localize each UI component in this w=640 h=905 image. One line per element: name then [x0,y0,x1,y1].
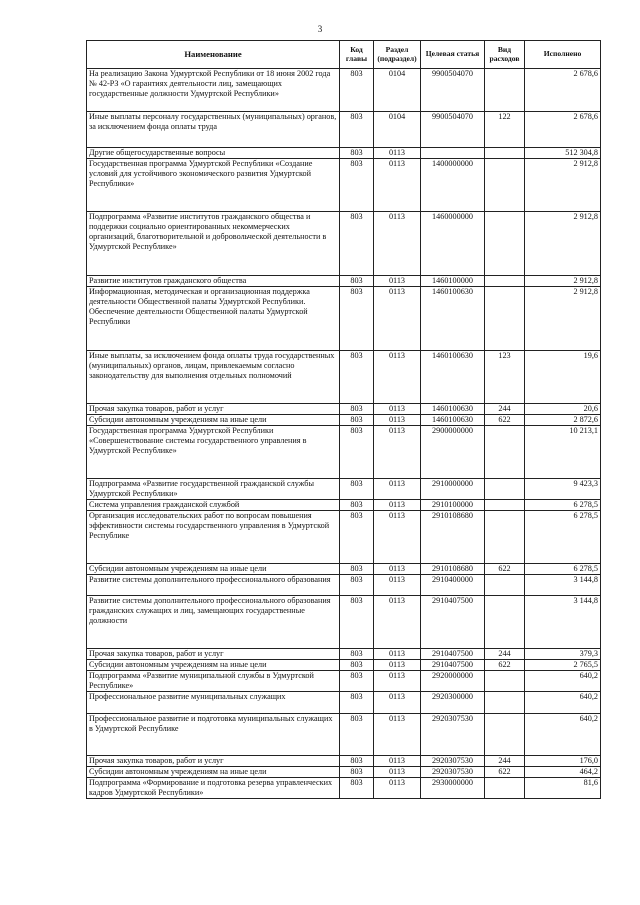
cell-chapter: 803 [340,671,374,692]
table-row [87,660,601,671]
cell-target: 1460000000 [421,212,485,276]
cell-target: 1460100630 [421,351,485,404]
cell-chapter: 803 [340,660,374,671]
cell-executed: 3 144,8 [525,596,601,649]
cell-section: 0113 [374,479,421,500]
cell-name: Субсидии автономным учреждениям на иные цели [87,767,340,778]
table-row [87,479,601,500]
cell-target: 1460100630 [421,404,485,415]
cell-name: Прочая закупка товаров, работ и услуг [87,649,340,660]
cell-name: Прочая закупка товаров, работ и услуг [87,404,340,415]
cell-executed: 512 304,8 [525,148,601,159]
cell-target: 2920307530 [421,767,485,778]
table-row [87,692,601,714]
cell-type [485,479,525,500]
cell-name: Профессиональное развитие муниципальных служащих [87,692,340,714]
table-header-row [87,41,601,69]
cell-chapter: 803 [340,276,374,287]
budget-table [86,40,601,799]
cell-chapter: 803 [340,159,374,212]
cell-chapter: 803 [340,69,374,112]
cell-type [485,778,525,799]
cell-type [485,671,525,692]
cell-target: 2910407500 [421,660,485,671]
cell-chapter: 803 [340,714,374,756]
cell-chapter: 803 [340,575,374,596]
cell-executed: 2 912,8 [525,159,601,212]
table-row [87,212,601,276]
cell-executed: 176,0 [525,756,601,767]
cell-section: 0113 [374,351,421,404]
cell-chapter: 803 [340,500,374,511]
cell-chapter: 803 [340,148,374,159]
cell-target: 2910108680 [421,564,485,575]
cell-target: 9900504070 [421,69,485,112]
table-row [87,404,601,415]
header-executed: Исполнено [525,41,601,69]
cell-chapter: 803 [340,112,374,148]
cell-name: Субсидии автономным учреждениям на иные цели [87,564,340,575]
cell-target: 2910100000 [421,500,485,511]
cell-executed: 2 678,6 [525,112,601,148]
cell-chapter: 803 [340,692,374,714]
cell-type [485,511,525,564]
table-row [87,69,601,112]
cell-target: 2910000000 [421,479,485,500]
cell-type [485,159,525,212]
cell-section: 0113 [374,276,421,287]
cell-name: Прочая закупка товаров, работ и услуг [87,756,340,767]
table-body [87,69,601,799]
cell-section: 0104 [374,112,421,148]
cell-executed: 6 278,5 [525,564,601,575]
cell-executed: 2 765,5 [525,660,601,671]
cell-type [485,276,525,287]
cell-section: 0113 [374,511,421,564]
cell-name: Развитие системы дополнительного профессионального образования [87,575,340,596]
cell-type [485,69,525,112]
cell-section: 0113 [374,404,421,415]
cell-chapter: 803 [340,287,374,351]
cell-section: 0113 [374,287,421,351]
cell-target: 2920307530 [421,714,485,756]
table-row [87,287,601,351]
cell-type: 622 [485,564,525,575]
cell-chapter: 803 [340,479,374,500]
cell-target: 2920300000 [421,692,485,714]
cell-section: 0113 [374,767,421,778]
cell-section: 0113 [374,415,421,426]
table-row [87,767,601,778]
table-row [87,778,601,799]
table-row [87,351,601,404]
cell-chapter: 803 [340,767,374,778]
cell-type: 244 [485,404,525,415]
cell-section: 0113 [374,660,421,671]
cell-chapter: 803 [340,649,374,660]
table-row [87,714,601,756]
cell-target: 2910400000 [421,575,485,596]
table-row [87,756,601,767]
cell-section: 0113 [374,500,421,511]
cell-name: Государственная программа Удмуртской Республики «Совершенствование системы государственного управления в Удмуртской Республике» [87,426,340,479]
cell-name: Субсидии автономным учреждениям на иные цели [87,415,340,426]
table-row [87,500,601,511]
cell-type [485,692,525,714]
cell-type [485,714,525,756]
header-chapter: Код главы [340,41,374,69]
cell-executed: 6 278,5 [525,511,601,564]
cell-target: 2910108680 [421,511,485,564]
table-row [87,564,601,575]
cell-executed: 640,2 [525,671,601,692]
cell-executed: 640,2 [525,714,601,756]
cell-executed: 20,6 [525,404,601,415]
cell-type [485,500,525,511]
cell-chapter: 803 [340,351,374,404]
page-number: 3 [317,24,323,34]
cell-name: Развитие институтов гражданского общества [87,276,340,287]
table-row [87,415,601,426]
cell-target: 2910407500 [421,596,485,649]
cell-chapter: 803 [340,426,374,479]
cell-type: 122 [485,112,525,148]
table-row [87,511,601,564]
table-row [87,426,601,479]
cell-executed: 81,6 [525,778,601,799]
table-row [87,671,601,692]
cell-section: 0113 [374,649,421,660]
cell-executed: 9 423,3 [525,479,601,500]
cell-type [485,148,525,159]
cell-name: На реализацию Закона Удмуртской Республики от 18 июня 2002 года № 42-РЗ «О гарантиях деятельности лиц, замещающих государственные должности Удмуртской Республики» [87,69,340,112]
table-row [87,159,601,212]
table-row [87,649,601,660]
table-row [87,276,601,287]
cell-executed: 2 912,8 [525,212,601,276]
table-row [87,596,601,649]
cell-chapter: 803 [340,511,374,564]
table-row [87,575,601,596]
table-row [87,112,601,148]
cell-section: 0113 [374,714,421,756]
cell-section: 0113 [374,596,421,649]
cell-section: 0113 [374,671,421,692]
cell-name: Субсидии автономным учреждениям на иные цели [87,660,340,671]
cell-type: 622 [485,415,525,426]
cell-executed: 2 912,8 [525,287,601,351]
cell-type [485,287,525,351]
cell-name: Иные выплаты персоналу государственных (муниципальных) органов, за исключением фонда оплаты труда [87,112,340,148]
cell-target: 2920000000 [421,671,485,692]
cell-executed: 6 278,5 [525,500,601,511]
cell-type: 622 [485,660,525,671]
cell-target: 1460100630 [421,287,485,351]
cell-target: 9900504070 [421,112,485,148]
cell-name: Развитие системы дополнительного профессионального образования гражданских служащих и лиц, замещающих государственные должности [87,596,340,649]
cell-executed: 2 912,8 [525,276,601,287]
cell-name: Подпрограмма «Формирование и подготовка резерва управленческих кадров Удмуртской Республики» [87,778,340,799]
cell-chapter: 803 [340,756,374,767]
cell-target: 2930000000 [421,778,485,799]
cell-executed: 379,3 [525,649,601,660]
cell-executed: 10 213,1 [525,426,601,479]
cell-chapter: 803 [340,596,374,649]
cell-section: 0104 [374,69,421,112]
cell-type [485,575,525,596]
cell-executed: 2 678,6 [525,69,601,112]
header-target: Целевая статья [421,41,485,69]
header-type: Вид расходов [485,41,525,69]
cell-name: Система управления гражданской службой [87,500,340,511]
header-name: Наименование [87,41,340,69]
cell-executed: 464,2 [525,767,601,778]
cell-section: 0113 [374,756,421,767]
cell-chapter: 803 [340,564,374,575]
cell-section: 0113 [374,159,421,212]
cell-name: Государственная программа Удмуртской Республики «Создание условий для устойчивого экономического развития Удмуртской Республики» [87,159,340,212]
cell-executed: 2 872,6 [525,415,601,426]
cell-chapter: 803 [340,404,374,415]
cell-type: 244 [485,649,525,660]
cell-name: Подпрограмма «Развитие институтов гражданского общества и поддержки социально ориентированных некоммерческих организаций, благотворительной и добровольческой деятельности в Удмуртской Республике» [87,212,340,276]
cell-target [421,148,485,159]
cell-section: 0113 [374,212,421,276]
cell-section: 0113 [374,575,421,596]
cell-type: 622 [485,767,525,778]
cell-section: 0113 [374,564,421,575]
table-row [87,148,601,159]
cell-type: 123 [485,351,525,404]
cell-target: 2910407500 [421,649,485,660]
cell-section: 0113 [374,426,421,479]
cell-type [485,426,525,479]
cell-chapter: 803 [340,212,374,276]
cell-target: 1400000000 [421,159,485,212]
cell-executed: 640,2 [525,692,601,714]
cell-type: 244 [485,756,525,767]
cell-target: 1460100630 [421,415,485,426]
header-section: Раздел (подраздел) [374,41,421,69]
cell-name: Иные выплаты, за исключением фонда оплаты труда государственных (муниципальных) органов, лицам, привлекаемым согласно законодательству для выполнения отдельных полномочий [87,351,340,404]
cell-type [485,212,525,276]
cell-executed: 3 144,8 [525,575,601,596]
cell-executed: 19,6 [525,351,601,404]
cell-name: Другие общегосударственные вопросы [87,148,340,159]
cell-section: 0113 [374,778,421,799]
cell-section: 0113 [374,692,421,714]
cell-target: 2900000000 [421,426,485,479]
cell-chapter: 803 [340,415,374,426]
cell-section: 0113 [374,148,421,159]
cell-name: Подпрограмма «Развитие государственной гражданской службы Удмуртской Республики» [87,479,340,500]
cell-name: Информационная, методическая и организационная поддержка деятельности Общественной палаты Удмуртской Республики. Обеспечение деятельности Общественной палаты Удмуртской Республики [87,287,340,351]
cell-type [485,596,525,649]
cell-name: Подпрограмма «Развитие муниципальной службы в Удмуртской Республике» [87,671,340,692]
cell-name: Профессиональное развитие и подготовка муниципальных служащих в Удмуртской Республике [87,714,340,756]
cell-target: 2920307530 [421,756,485,767]
cell-name: Организация исследовательских работ по вопросам повышения эффективности системы государственного управления в Удмуртской Республике [87,511,340,564]
cell-target: 1460100000 [421,276,485,287]
cell-chapter: 803 [340,778,374,799]
